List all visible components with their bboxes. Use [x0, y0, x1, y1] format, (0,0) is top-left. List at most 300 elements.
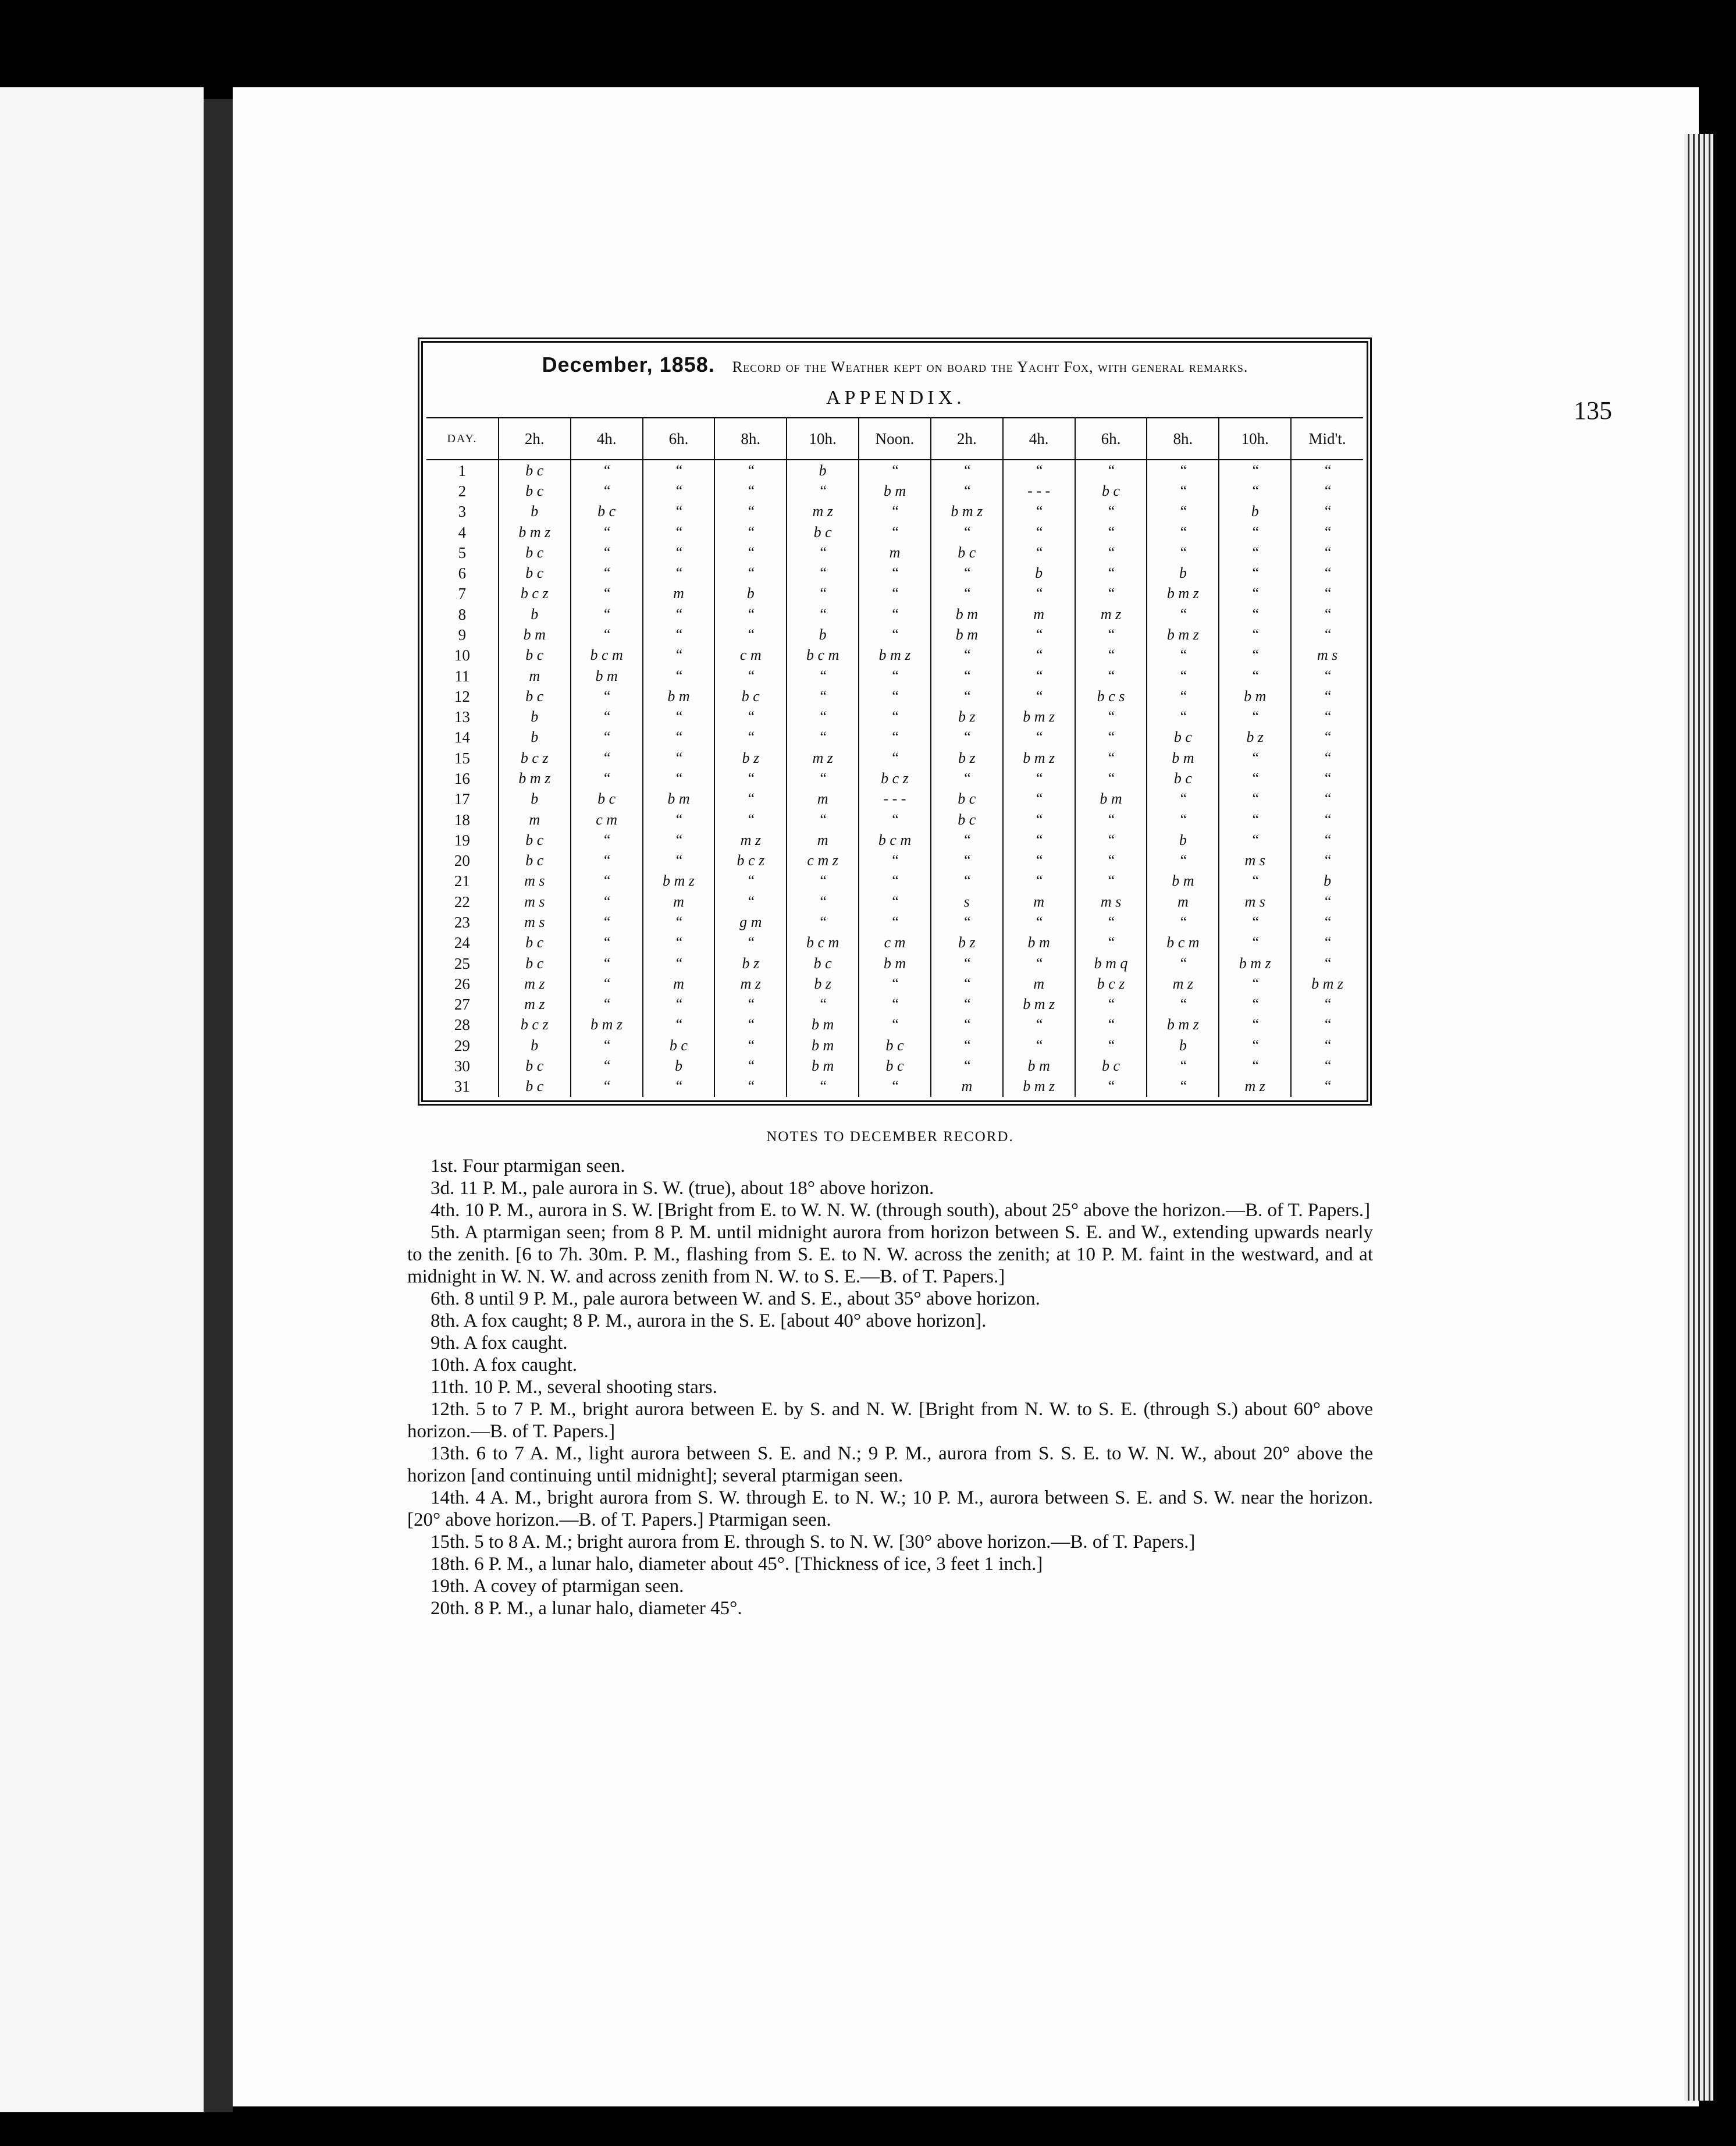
day-cell: 12: [454, 687, 470, 705]
weather-cell: “: [571, 830, 643, 850]
weather-cell: “: [787, 604, 859, 624]
weather-cell: “: [571, 891, 643, 912]
weather-cell: m s: [1219, 891, 1291, 912]
weather-cell: b m z: [1003, 707, 1075, 727]
weather-cell: “: [571, 1056, 643, 1076]
day-cell: 2: [458, 482, 467, 500]
weather-cell: “: [931, 1056, 1003, 1076]
weather-cell: “: [931, 850, 1003, 871]
notes-section: [407, 1126, 1373, 1619]
day-cell: 16: [454, 770, 470, 787]
weather-cell: “: [859, 686, 931, 706]
weather-cell: b: [1147, 563, 1219, 584]
weather-cell: “: [1147, 809, 1219, 830]
weather-cell: “: [571, 522, 643, 542]
weather-cell: b m: [859, 953, 931, 973]
weather-cell: “: [931, 1035, 1003, 1056]
weather-cell: “: [859, 748, 931, 768]
weather-cell: b m: [1147, 871, 1219, 891]
weather-cell: b c s: [1075, 686, 1147, 706]
weather-cell: “: [1003, 768, 1075, 788]
weather-cell: “: [1003, 502, 1075, 522]
weather-cell: “: [571, 850, 643, 871]
weather-cell: c m: [571, 809, 643, 830]
weather-cell: b c z: [1075, 973, 1147, 994]
table-row: [426, 624, 1363, 645]
weather-cell: “: [1147, 707, 1219, 727]
weather-cell: “: [1291, 748, 1363, 768]
weather-cell: “: [931, 1015, 1003, 1035]
weather-cell: “: [714, 891, 787, 912]
weather-cell: “: [643, 481, 715, 501]
weather-cell: “: [1003, 460, 1075, 481]
weather-cell: “: [1003, 1015, 1075, 1035]
weather-cell: “: [1291, 809, 1363, 830]
weather-cell: “: [643, 727, 715, 748]
weather-cell: “: [1219, 789, 1291, 809]
day-cell: 17: [454, 790, 470, 808]
weather-cell: b m z: [1003, 994, 1075, 1014]
day-cell: 19: [454, 831, 470, 849]
weather-cell: “: [1075, 850, 1147, 871]
table-row: [426, 933, 1363, 953]
weather-cell: “: [714, 727, 787, 748]
weather-record-frame: [418, 337, 1372, 1106]
weather-cell: “: [643, 522, 715, 542]
weather-cell: b z: [714, 748, 787, 768]
weather-cell: b m: [571, 666, 643, 686]
weather-cell: b m: [1219, 686, 1291, 706]
weather-cell: “: [1003, 871, 1075, 891]
weather-cell: “: [787, 707, 859, 727]
weather-cell: “: [859, 912, 931, 932]
weather-cell: “: [1291, 563, 1363, 584]
weather-cell: “: [714, 481, 787, 501]
weather-cell: b m: [643, 686, 715, 706]
weather-cell: b m z: [1147, 1015, 1219, 1035]
weather-cell: “: [787, 584, 859, 604]
weather-cell: “: [1291, 768, 1363, 788]
day-cell: 6: [458, 564, 467, 582]
weather-cell: “: [1003, 727, 1075, 748]
day-cell: 7: [458, 585, 467, 603]
weather-cell: “: [1147, 789, 1219, 809]
weather-cell: “: [1075, 522, 1147, 542]
weather-cell: “: [1075, 666, 1147, 686]
column-header: Noon.: [859, 418, 931, 460]
weather-cell: “: [643, 830, 715, 850]
weather-cell: b m: [859, 481, 931, 501]
record-date: December, 1858.: [542, 353, 715, 376]
weather-cell: “: [714, 994, 787, 1014]
weather-cell: “: [643, 1076, 715, 1097]
day-cell: 25: [454, 954, 470, 972]
weather-cell: m z: [1219, 1076, 1291, 1097]
weather-cell: “: [1003, 542, 1075, 563]
weather-cell: “: [787, 1076, 859, 1097]
weather-cell: “: [1003, 830, 1075, 850]
weather-cell: “: [643, 912, 715, 932]
running-head: APPENDIX.: [826, 387, 966, 408]
weather-cell: m s: [1291, 645, 1363, 666]
weather-cell: “: [714, 768, 787, 788]
weather-cell: “: [571, 604, 643, 624]
weather-cell: “: [714, 1035, 787, 1056]
weather-cell: b m: [1003, 933, 1075, 953]
weather-cell: b c: [859, 1056, 931, 1076]
weather-cell: “: [714, 624, 787, 645]
weather-cell: “: [1075, 768, 1147, 788]
weather-cell: m: [643, 584, 715, 604]
weather-cell: b c: [787, 522, 859, 542]
note-entry: 1st. Four ptarmigan seen.: [431, 1156, 625, 1177]
weather-cell: g m: [714, 912, 787, 932]
weather-cell: “: [714, 1015, 787, 1035]
weather-cell: “: [1291, 1035, 1363, 1056]
weather-cell: b: [1147, 830, 1219, 850]
weather-cell: m s: [499, 871, 571, 891]
weather-cell: m z: [787, 748, 859, 768]
note-entry: 18th. 6 P. M., a lunar halo, diameter about 45°. [Thickness of ice, 3 feet 1 inch.]: [431, 1554, 1043, 1575]
weather-cell: “: [714, 502, 787, 522]
weather-cell: - - -: [859, 789, 931, 809]
weather-cell: “: [571, 686, 643, 706]
record-title-text: Record of the Weather kept on board the Yacht Fox, with general remarks.: [732, 358, 1248, 375]
weather-cell: b m: [931, 624, 1003, 645]
weather-cell: m s: [499, 891, 571, 912]
day-cell: 9: [458, 626, 467, 644]
weather-cell: “: [571, 1076, 643, 1097]
weather-cell: “: [859, 994, 931, 1014]
weather-cell: b c: [571, 789, 643, 809]
weather-cell: m z: [714, 830, 787, 850]
note-entry: 13th. 6 to 7 A. M., light aurora between S. E. and N.; 9 P. M., aurora from S. S. E. to W. N. W., about 20° above the horizon [and continuing until midnight]; several ptarmigan seen.: [407, 1443, 1373, 1486]
weather-cell: “: [787, 768, 859, 788]
day-cell: 31: [454, 1078, 470, 1096]
weather-cell: “: [1003, 645, 1075, 666]
weather-cell: “: [787, 481, 859, 501]
weather-cell: b c: [643, 1035, 715, 1056]
table-row: [426, 645, 1363, 666]
note-entry: 3d. 11 P. M., pale aurora in S. W. (true), about 18° above horizon.: [431, 1178, 934, 1199]
weather-cell: m z: [499, 973, 571, 994]
page-number: 135: [1574, 396, 1612, 425]
weather-cell: b m: [931, 604, 1003, 624]
weather-cell: “: [643, 809, 715, 830]
weather-cell: “: [571, 542, 643, 563]
day-cell: 27: [454, 996, 470, 1014]
note-entry: 19th. A covey of ptarmigan seen.: [431, 1576, 684, 1597]
table-row: [426, 1015, 1363, 1035]
weather-cell: b c: [499, 460, 571, 481]
weather-cell: “: [1219, 624, 1291, 645]
table-row: [426, 727, 1363, 748]
table-row: [426, 871, 1363, 891]
weather-cell: b m z: [1003, 1076, 1075, 1097]
left-page-margin: [0, 87, 204, 2112]
weather-cell: “: [1291, 481, 1363, 501]
day-cell: 30: [454, 1057, 470, 1075]
day-cell: 3: [458, 503, 467, 521]
weather-cell: “: [1147, 522, 1219, 542]
weather-cell: “: [1003, 1035, 1075, 1056]
note-entry: 11th. 10 P. M., several shooting stars.: [431, 1377, 717, 1398]
column-header: 10h.: [787, 418, 859, 460]
table-header-row: [426, 418, 1363, 460]
weather-cell: b: [1003, 563, 1075, 584]
weather-cell: b z: [931, 707, 1003, 727]
weather-cell: b c: [931, 809, 1003, 830]
weather-cell: “: [1075, 748, 1147, 768]
weather-cell: b m: [787, 1015, 859, 1035]
weather-cell: “: [859, 871, 931, 891]
column-header: Mid't.: [1291, 418, 1363, 460]
weather-cell: b z: [714, 953, 787, 973]
weather-cell: “: [859, 1076, 931, 1097]
weather-cell: c m z: [787, 850, 859, 871]
weather-cell: m: [1003, 891, 1075, 912]
table-row: [426, 666, 1363, 686]
weather-cell: “: [714, 604, 787, 624]
day-cell: 24: [454, 934, 470, 952]
note-entry: 8th. A fox caught; 8 P. M., aurora in the S. E. [about 40° above horizon].: [431, 1310, 987, 1331]
note-entry: 9th. A fox caught.: [431, 1333, 568, 1353]
weather-cell: b c: [499, 1076, 571, 1097]
weather-cell: “: [643, 563, 715, 584]
book-page: [233, 87, 1699, 2106]
day-cell: 5: [458, 543, 467, 562]
weather-cell: “: [1147, 502, 1219, 522]
weather-cell: “: [931, 768, 1003, 788]
table-row: [426, 1076, 1363, 1097]
weather-cell: b m: [787, 1056, 859, 1076]
weather-cell: “: [1075, 727, 1147, 748]
weather-cell: “: [931, 460, 1003, 481]
weather-cell: “: [931, 871, 1003, 891]
weather-cell: b m z: [1147, 584, 1219, 604]
day-cell: 15: [454, 749, 470, 767]
weather-cell: b c z: [499, 748, 571, 768]
weather-cell: “: [1075, 502, 1147, 522]
weather-cell: c m: [859, 933, 931, 953]
weather-cell: b c: [499, 953, 571, 973]
day-cell: 23: [454, 913, 470, 931]
weather-cell: b z: [787, 973, 859, 994]
table-row: [426, 973, 1363, 994]
weather-cell: “: [714, 542, 787, 563]
weather-cell: b: [1147, 1035, 1219, 1056]
weather-cell: “: [1075, 933, 1147, 953]
weather-cell: “: [571, 624, 643, 645]
weather-cell: “: [787, 912, 859, 932]
table-row: [426, 748, 1363, 768]
weather-cell: b c: [1075, 481, 1147, 501]
day-cell: 10: [454, 646, 470, 665]
note-entry: 20th. 8 P. M., a lunar halo, diameter 45°.: [431, 1598, 742, 1619]
weather-cell: “: [1219, 666, 1291, 686]
weather-cell: “: [931, 953, 1003, 973]
column-header: 10h.: [1219, 418, 1291, 460]
weather-cell: “: [643, 768, 715, 788]
weather-cell: “: [643, 850, 715, 871]
weather-cell: “: [1147, 460, 1219, 481]
weather-cell: b m: [1075, 789, 1147, 809]
column-header: 2h.: [931, 418, 1003, 460]
table-row: [426, 768, 1363, 788]
weather-cell: b m z: [1003, 748, 1075, 768]
weather-cell: “: [1003, 666, 1075, 686]
day-cell: 14: [454, 729, 470, 747]
weather-cell: “: [714, 1056, 787, 1076]
weather-cell: m: [787, 789, 859, 809]
weather-cell: “: [714, 933, 787, 953]
table-row: [426, 686, 1363, 706]
table-row: [426, 522, 1363, 542]
weather-cell: “: [571, 1035, 643, 1056]
column-header: 4h.: [571, 418, 643, 460]
weather-cell: “: [1003, 912, 1075, 932]
weather-cell: “: [1291, 502, 1363, 522]
weather-cell: “: [1075, 830, 1147, 850]
weather-cell: b c: [499, 850, 571, 871]
weather-cell: “: [1075, 1035, 1147, 1056]
weather-cell: “: [1291, 850, 1363, 871]
weather-cell: “: [714, 871, 787, 891]
weather-cell: “: [931, 563, 1003, 584]
weather-cell: b c: [1075, 1056, 1147, 1076]
weather-cell: b m z: [1219, 953, 1291, 973]
weather-cell: “: [859, 1015, 931, 1035]
weather-cell: “: [1219, 768, 1291, 788]
weather-cell: m: [931, 1076, 1003, 1097]
weather-cell: b c m: [1147, 933, 1219, 953]
weather-cell: b m z: [571, 1015, 643, 1035]
weather-cell: b c z: [859, 768, 931, 788]
weather-cell: b: [714, 584, 787, 604]
weather-cell: “: [1219, 973, 1291, 994]
weather-cell: “: [1291, 1015, 1363, 1035]
column-header: DAY.: [426, 418, 499, 460]
weather-cell: “: [1147, 645, 1219, 666]
weather-cell: “: [859, 666, 931, 686]
weather-cell: “: [1003, 809, 1075, 830]
weather-cell: m s: [499, 912, 571, 932]
weather-cell: “: [931, 973, 1003, 994]
table-row: [426, 563, 1363, 584]
weather-cell: b c: [571, 502, 643, 522]
weather-cell: “: [1075, 912, 1147, 932]
weather-cell: “: [714, 522, 787, 542]
weather-cell: b c z: [714, 850, 787, 871]
table-row: [426, 809, 1363, 830]
weather-cell: b: [499, 1035, 571, 1056]
weather-cell: “: [787, 563, 859, 584]
weather-cell: “: [1147, 686, 1219, 706]
table-row: [426, 830, 1363, 850]
weather-cell: “: [1147, 850, 1219, 871]
weather-cell: m z: [1075, 604, 1147, 624]
weather-cell: “: [643, 604, 715, 624]
weather-cell: “: [1291, 1076, 1363, 1097]
weather-cell: “: [643, 460, 715, 481]
weather-cell: “: [859, 563, 931, 584]
table-row: [426, 542, 1363, 563]
weather-cell: “: [1147, 953, 1219, 973]
weather-cell: “: [1291, 912, 1363, 932]
weather-cell: “: [1003, 522, 1075, 542]
weather-cell: c m: [714, 645, 787, 666]
day-cell: 1: [458, 461, 467, 479]
weather-cell: “: [1147, 542, 1219, 563]
note-entry: 10th. A fox caught.: [431, 1355, 578, 1376]
weather-cell: b c: [499, 563, 571, 584]
table-row: [426, 707, 1363, 727]
day-cell: 13: [454, 708, 470, 726]
weather-cell: b c m: [787, 645, 859, 666]
weather-cell: b c: [499, 542, 571, 563]
weather-cell: b c z: [499, 584, 571, 604]
weather-cell: “: [1219, 707, 1291, 727]
weather-cell: “: [931, 912, 1003, 932]
weather-cell: “: [859, 973, 931, 994]
weather-cell: “: [1003, 953, 1075, 973]
weather-cell: “: [714, 707, 787, 727]
table-row: [426, 912, 1363, 932]
weather-cell: b c: [1147, 768, 1219, 788]
weather-cell: b m: [499, 624, 571, 645]
weather-cell: “: [859, 850, 931, 871]
weather-cell: b c: [787, 953, 859, 973]
weather-cell: b: [787, 624, 859, 645]
weather-cell: “: [1147, 666, 1219, 686]
weather-cell: “: [1075, 994, 1147, 1014]
table-row: [426, 604, 1363, 624]
weather-cell: “: [1291, 666, 1363, 686]
day-cell: 11: [454, 667, 470, 685]
column-header: 8h.: [714, 418, 787, 460]
table-row: [426, 481, 1363, 501]
weather-cell: b: [499, 789, 571, 809]
weather-cell: “: [571, 727, 643, 748]
page-edges: [1684, 134, 1713, 2101]
weather-cell: b c m: [787, 933, 859, 953]
weather-cell: “: [1075, 809, 1147, 830]
weather-cell: “: [1147, 994, 1219, 1014]
weather-cell: “: [1291, 604, 1363, 624]
weather-cell: “: [1075, 707, 1147, 727]
weather-cell: m: [1003, 604, 1075, 624]
column-header: 8h.: [1147, 418, 1219, 460]
table-row: [426, 994, 1363, 1014]
day-cell: 22: [454, 893, 470, 911]
weather-cell: “: [931, 727, 1003, 748]
weather-cell: b: [643, 1056, 715, 1076]
weather-cell: “: [643, 542, 715, 563]
weather-cell: “: [1219, 809, 1291, 830]
weather-cell: b c m: [859, 830, 931, 850]
weather-cell: “: [931, 645, 1003, 666]
weather-cell: “: [1219, 830, 1291, 850]
weather-cell: m z: [1147, 973, 1219, 994]
weather-cell: “: [1291, 994, 1363, 1014]
weather-cell: “: [1291, 953, 1363, 973]
weather-cell: b: [499, 604, 571, 624]
weather-cell: b c z: [499, 1015, 571, 1035]
weather-cell: “: [859, 809, 931, 830]
day-cell: 28: [454, 1016, 470, 1034]
weather-cell: m s: [1219, 850, 1291, 871]
table-row: [426, 789, 1363, 809]
